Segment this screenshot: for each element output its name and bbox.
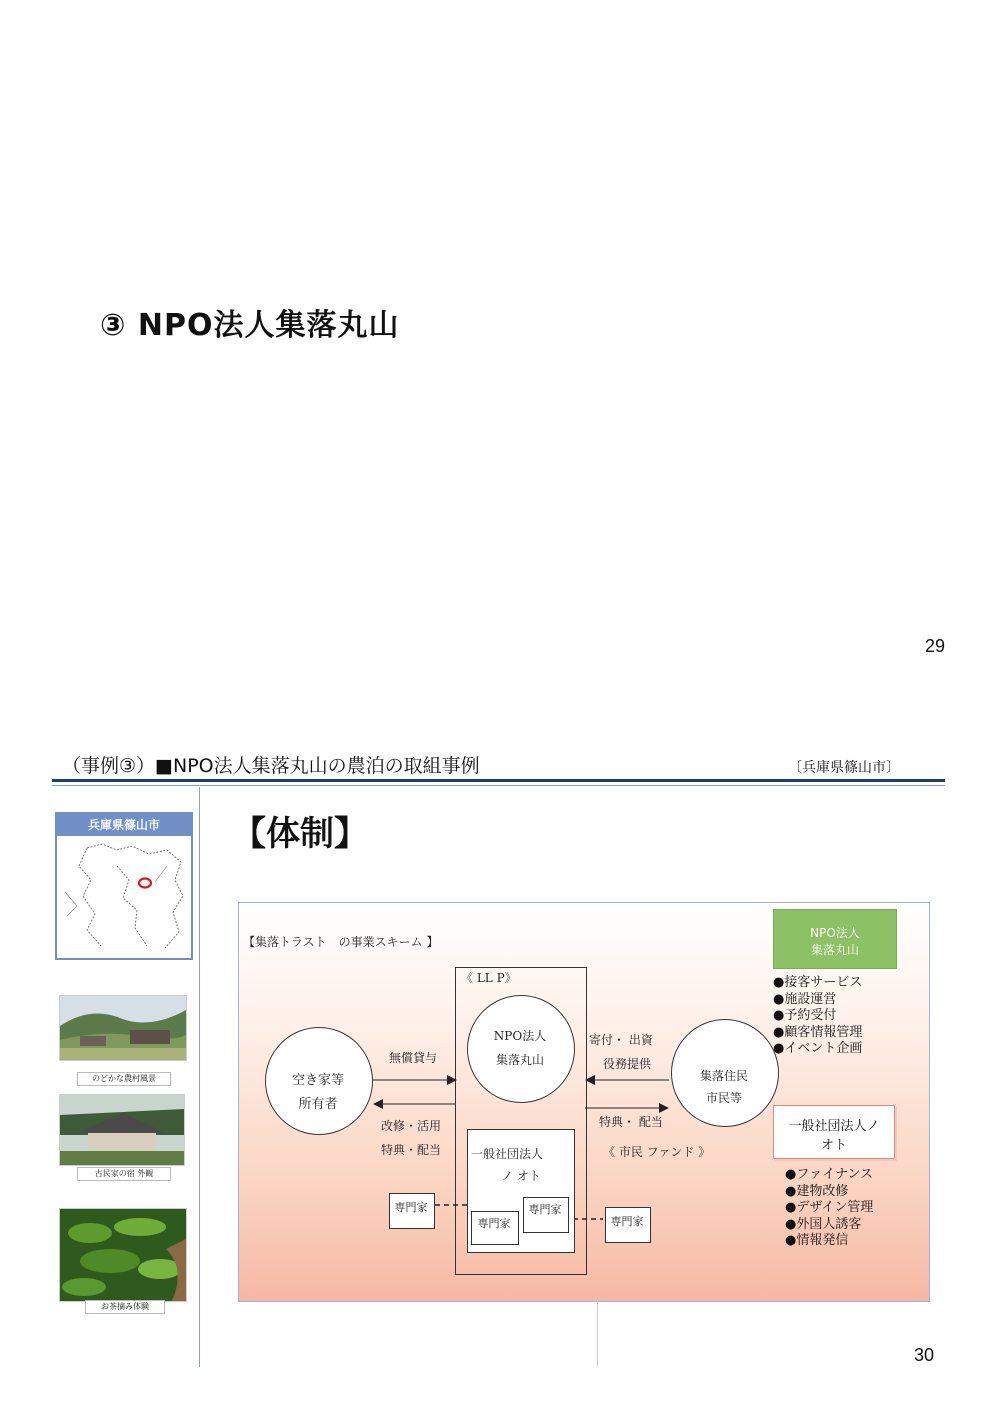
list-item: ●予約受付 <box>773 1008 837 1023</box>
location-marker <box>139 879 151 888</box>
owner-line2: 所有者 <box>298 1097 338 1112</box>
arrow-right-icon <box>447 1075 457 1085</box>
expert-label: 専門家 <box>528 1203 562 1216</box>
list-item: ●建物改修 <box>785 1183 849 1199</box>
label-benefit-left: 特典・配当 <box>381 1143 442 1157</box>
expert-label: 専門家 <box>477 1217 511 1230</box>
label-citizen-fund: 《 市民 ファンド 》 <box>603 1145 711 1159</box>
expert-label: 専門家 <box>610 1215 644 1228</box>
notto-badge-line1: 一般社団法人ノ <box>788 1119 880 1134</box>
npo-badge-line2: 集落丸山 <box>810 943 859 957</box>
sidebar-divider <box>199 787 200 1367</box>
section-title: ③ NPO法人集落丸山 <box>100 308 400 343</box>
npo-badge-line1: NPO法人 <box>810 926 860 940</box>
photo-rural-landscape <box>59 995 187 1061</box>
photo-caption: 古民家の宿 外観 <box>77 1167 171 1181</box>
divider-line <box>597 1300 598 1366</box>
llp-label: 《 LL P》 <box>461 971 517 985</box>
label-donation: 寄付・ 出資 <box>589 1033 653 1047</box>
slide-location: 〔兵庫県篠山市〕 <box>788 760 900 776</box>
arrow-left-icon <box>373 1099 383 1109</box>
location-map <box>55 812 193 960</box>
owner-line1: 空き家等 <box>291 1073 344 1088</box>
npo-circle-line1: NPO法人 <box>493 1029 547 1043</box>
list-item: ●デザイン管理 <box>785 1200 874 1215</box>
arrow-right-icon <box>659 1103 669 1113</box>
residents-line2: 市民等 <box>705 1091 742 1105</box>
photo-caption: のどかな農村風景 <box>77 1072 171 1086</box>
expert-label: 専門家 <box>394 1201 428 1214</box>
list-item: ●顧客情報管理 <box>773 1024 863 1040</box>
inner-org-line1: 一般社団法人 <box>471 1147 544 1161</box>
map-outline-icon <box>57 836 191 956</box>
inner-org-line2: ノ オト <box>501 1169 541 1183</box>
header-rule <box>52 779 945 782</box>
header-rule-thin <box>52 785 945 786</box>
notto-badge-line2: オト <box>820 1138 847 1153</box>
list-item: ●施設運営 <box>773 991 837 1007</box>
npo-badge <box>773 909 897 969</box>
label-renovation: 改修・活用 <box>381 1119 442 1133</box>
notto-roles-list <box>785 1167 873 1250</box>
slide-header: （事例③）■NPO法人集落丸山の農泊の取組事例 <box>62 755 480 777</box>
scheme-diagram <box>238 902 930 1302</box>
arrow-left-icon <box>585 1075 595 1085</box>
list-item: ●接客サービス <box>773 975 863 990</box>
list-item: ●情報発信 <box>785 1233 849 1248</box>
map-title: 兵庫県篠山市 <box>57 814 191 836</box>
npo-roles-list <box>773 975 862 1058</box>
page-number: 29 <box>925 636 946 656</box>
label-free-lease: 無償貸与 <box>389 1051 438 1065</box>
list-item: ●ファイナンス <box>785 1167 874 1182</box>
photo-guesthouse <box>59 1094 185 1166</box>
photo-caption: お茶摘み体験 <box>85 1300 165 1314</box>
label-service: 役務提供 <box>603 1057 652 1071</box>
slide-title: 【体制】 <box>232 814 368 854</box>
list-item: ●外国人誘客 <box>785 1216 862 1232</box>
page-number: 30 <box>914 1345 935 1365</box>
diagram-heading: 【集落トラスト の事業スキーム 】 <box>243 935 439 949</box>
photo-tea-picking <box>59 1208 187 1302</box>
notto-badge <box>773 1105 895 1159</box>
npo-circle-line2: 集落丸山 <box>495 1053 544 1067</box>
residents-line1: 集落住民 <box>699 1069 748 1083</box>
label-benefit-right: 特典・ 配当 <box>599 1115 663 1129</box>
list-item: ●イベント企画 <box>773 1041 863 1056</box>
